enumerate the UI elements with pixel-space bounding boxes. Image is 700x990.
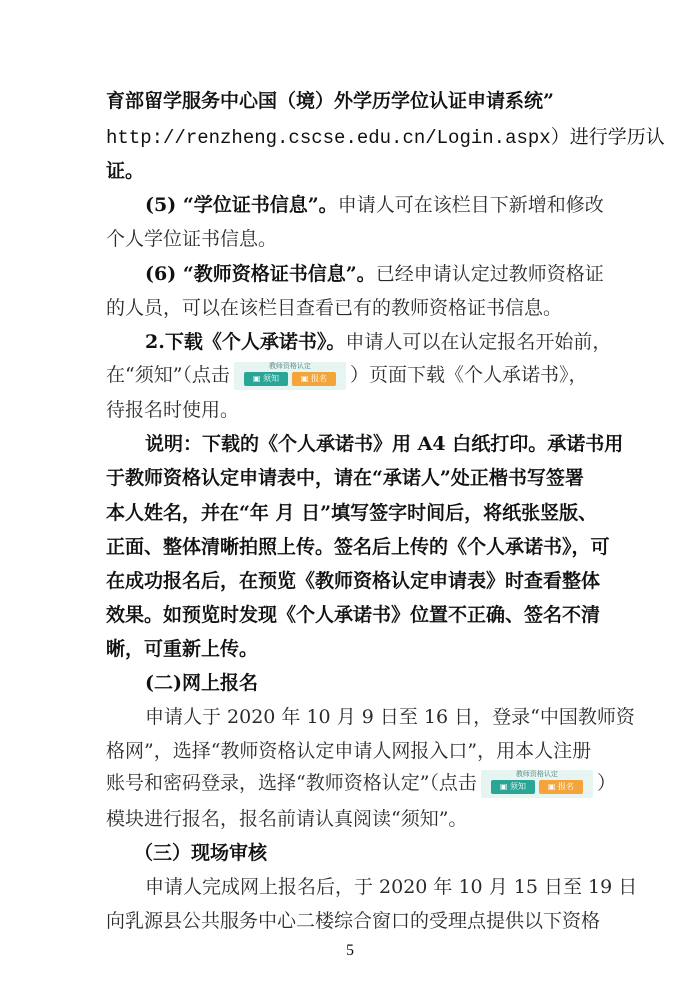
text-line: 格网”，选择“教师资格认定申请人网报入口”，用本人注册 bbox=[106, 740, 592, 762]
text-line: 在成功报名后，在预览《教师资格认定申请表》时查看整体 bbox=[106, 570, 601, 592]
text-segment: 已经申请认定过教师资格证 bbox=[375, 263, 604, 285]
text-line: 效果。如预览时发现《个人承诺书》位置不正确、签名不清 bbox=[106, 604, 601, 626]
text-line bbox=[106, 362, 587, 390]
text-segment: ）进行学历认 bbox=[550, 126, 665, 148]
section-heading: （三）现场审核 bbox=[134, 842, 268, 864]
text-line: 育部留学服务中心国（境）外学历学位认证申请系统” bbox=[106, 90, 554, 112]
register-button-image: ▣ 报名 bbox=[292, 372, 336, 386]
text-segment: 账号和密码登录，选择“教师资格认定”（点击 bbox=[106, 772, 477, 794]
notice-button-image: ▣ 须知 bbox=[491, 780, 535, 794]
url-text: http://renzheng.cscse.edu.cn/Login.aspx bbox=[106, 127, 551, 149]
text-line: 于教师资格认定申请表中，请在“承诺人”处正楷书写签署 bbox=[106, 467, 584, 489]
text-line: 本人姓名，并在“年 月 日”填写签字时间后，将纸张竖版、 bbox=[106, 502, 598, 524]
text-line: 模块进行报名，报名前请认真阅读“须知”。 bbox=[106, 808, 468, 830]
text-line: 向乳源县公共服务中心二楼综合窗口的受理点提供以下资格 bbox=[106, 910, 601, 932]
item-heading: 2.下载《个人承诺书》。 bbox=[145, 331, 346, 353]
text-line: 正面、整体清晰拍照上传。签名后上传的《个人承诺书》，可 bbox=[106, 536, 610, 558]
text-segment: ） bbox=[596, 772, 616, 794]
text-segment: ）页面下载《个人承诺书》， bbox=[349, 364, 588, 386]
text-line: 申请人于 2020 年 10 月 9 日至 16 日，登录“中国教师资 bbox=[145, 706, 635, 728]
item-heading: (5) “学位证书信息”。 bbox=[145, 194, 338, 216]
text-line: 说明：下载的《个人承诺书》用 A4 白纸打印。承诺书用 bbox=[145, 433, 624, 455]
text-line bbox=[145, 331, 611, 353]
inline-button-image bbox=[481, 770, 593, 798]
text-line bbox=[145, 263, 604, 285]
text-line: 个人学位证书信息。 bbox=[106, 228, 278, 250]
notice-button-image: ▣ 须知 bbox=[244, 372, 288, 386]
text-line: 的人员，可以在该栏目查看已有的教师资格证书信息。 bbox=[106, 297, 563, 319]
text-segment: 申请人可在该栏目下新增和修改 bbox=[337, 194, 604, 216]
text-line bbox=[145, 194, 604, 216]
register-button-image: ▣ 报名 bbox=[539, 780, 583, 794]
text-line: 待报名时使用。 bbox=[106, 399, 240, 421]
text-line: 申请人完成网上报名后，于 2020 年 10 月 15 日至 19 日 bbox=[145, 876, 638, 898]
text-line: 晰，可重新上传。 bbox=[106, 638, 259, 660]
text-line: 证。 bbox=[106, 160, 145, 182]
text-segment: 在“须知”（点击 bbox=[106, 364, 230, 386]
section-heading: (二)网上报名 bbox=[145, 672, 258, 694]
button-image-caption: 教师资格认定 bbox=[268, 362, 311, 370]
item-heading: (6) “教师资格证书信息”。 bbox=[145, 263, 376, 285]
text-segment: 申请人可以在认定报名开始前， bbox=[345, 331, 612, 353]
inline-button-image bbox=[234, 362, 346, 390]
page-number: 5 bbox=[346, 942, 354, 959]
button-image-caption: 教师资格认定 bbox=[515, 770, 558, 778]
text-line bbox=[106, 770, 616, 798]
text-line bbox=[106, 126, 665, 149]
